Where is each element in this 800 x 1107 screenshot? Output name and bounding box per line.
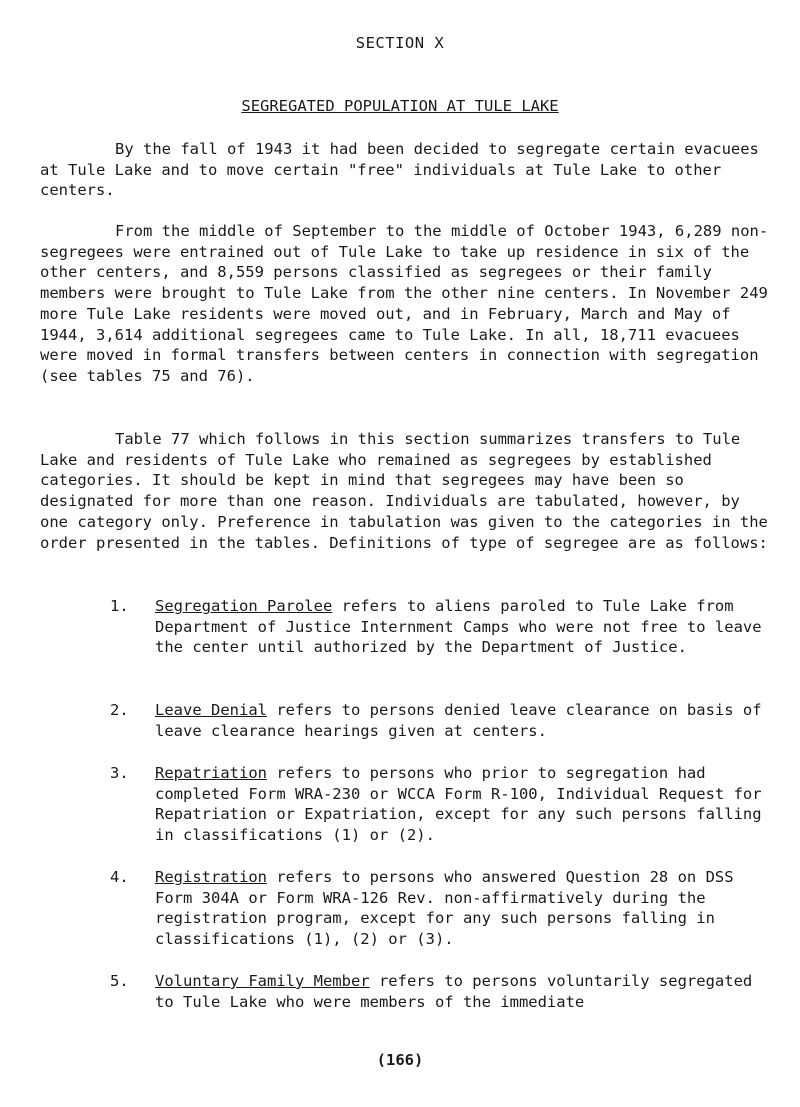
- page-number: (166): [376, 1051, 424, 1069]
- definition-number: 2.: [110, 701, 129, 719]
- definition-text: refers to persons who answered Question 28 on DSS Form 304A or Form WRA-126 Rev. non-affirmatively during the registration program, except for any such persons falling in classifications (1), (2) or (3).: [155, 868, 734, 949]
- definition-number: 5.: [110, 972, 129, 990]
- definition-text: refers to persons voluntarily segregated to Tule Lake who were members of the immediate: [155, 972, 753, 1011]
- definition-item-segregation-parolee: [110, 596, 780, 658]
- definition-text: refers to aliens paroled to Tule Lake from Department of Justice Internment Camps who were not free to leave the center until authorized by the Department of Justice.: [155, 597, 762, 657]
- definition-item-voluntary-family-member: [110, 971, 780, 1012]
- definition-term: Registration: [155, 868, 267, 886]
- definition-item-registration: [110, 867, 780, 950]
- paragraph-intro: [40, 139, 770, 201]
- definition-item-leave-denial: [110, 700, 780, 741]
- definition-term: Repatriation: [155, 764, 267, 782]
- paragraph-table77: [40, 429, 770, 553]
- definition-number: 1.: [110, 597, 129, 615]
- definition-number: 3.: [110, 764, 129, 782]
- definition-term: Leave Denial: [155, 701, 267, 719]
- definition-item-repatriation: [110, 763, 780, 846]
- page-title: SEGREGATED POPULATION AT TULE LAKE: [241, 97, 559, 115]
- paragraph-text: By the fall of 1943 it had been decided to segregate certain evacuees at Tule Lake and to move certain "free" individuals at Tule Lake to other centers.: [40, 140, 759, 200]
- paragraph-transfers: [40, 221, 770, 387]
- definition-text: refers to persons denied leave clearance on basis of leave clearance hearings given at centers.: [155, 701, 762, 740]
- definition-term: Segregation Parolee: [155, 597, 333, 615]
- definition-text: refers to persons who prior to segregation had completed Form WRA-230 or WCCA Form R-100, Individual Request for Repatriation or Expatriation, except for any such persons falling in classifications (1) or (2).: [155, 764, 762, 845]
- definition-number: 4.: [110, 868, 129, 886]
- paragraph-text: Table 77 which follows in this section summarizes transfers to Tule Lake and residents of Tule Lake who remained as segregees by established categories. It should be kept in mind that segregees may have been so designated for more than one reason. Individuals are tabulated, however, by one category only. Preference in tabulation was given to the categories in the order presented in the tables. Definitions of type of segregee are as follows:: [40, 430, 768, 552]
- paragraph-text: From the middle of September to the middle of October 1943, 6,289 non-segregees were entrained out of Tule Lake to take up residence in six of the other centers, and 8,559 persons classified as segregees or their family members were brought to Tule Lake from the other nine centers. In November 249 more Tule Lake residents were moved out, and in February, March and May of 1944, 3,614 additional segregees came to Tule Lake. In all, 18,711 evacuees were moved in formal transfers between centers in connection with segregation (see tables 75 and 76).: [40, 222, 769, 385]
- definition-term: Voluntary Family Member: [155, 972, 370, 990]
- section-heading: SECTION X: [355, 34, 445, 52]
